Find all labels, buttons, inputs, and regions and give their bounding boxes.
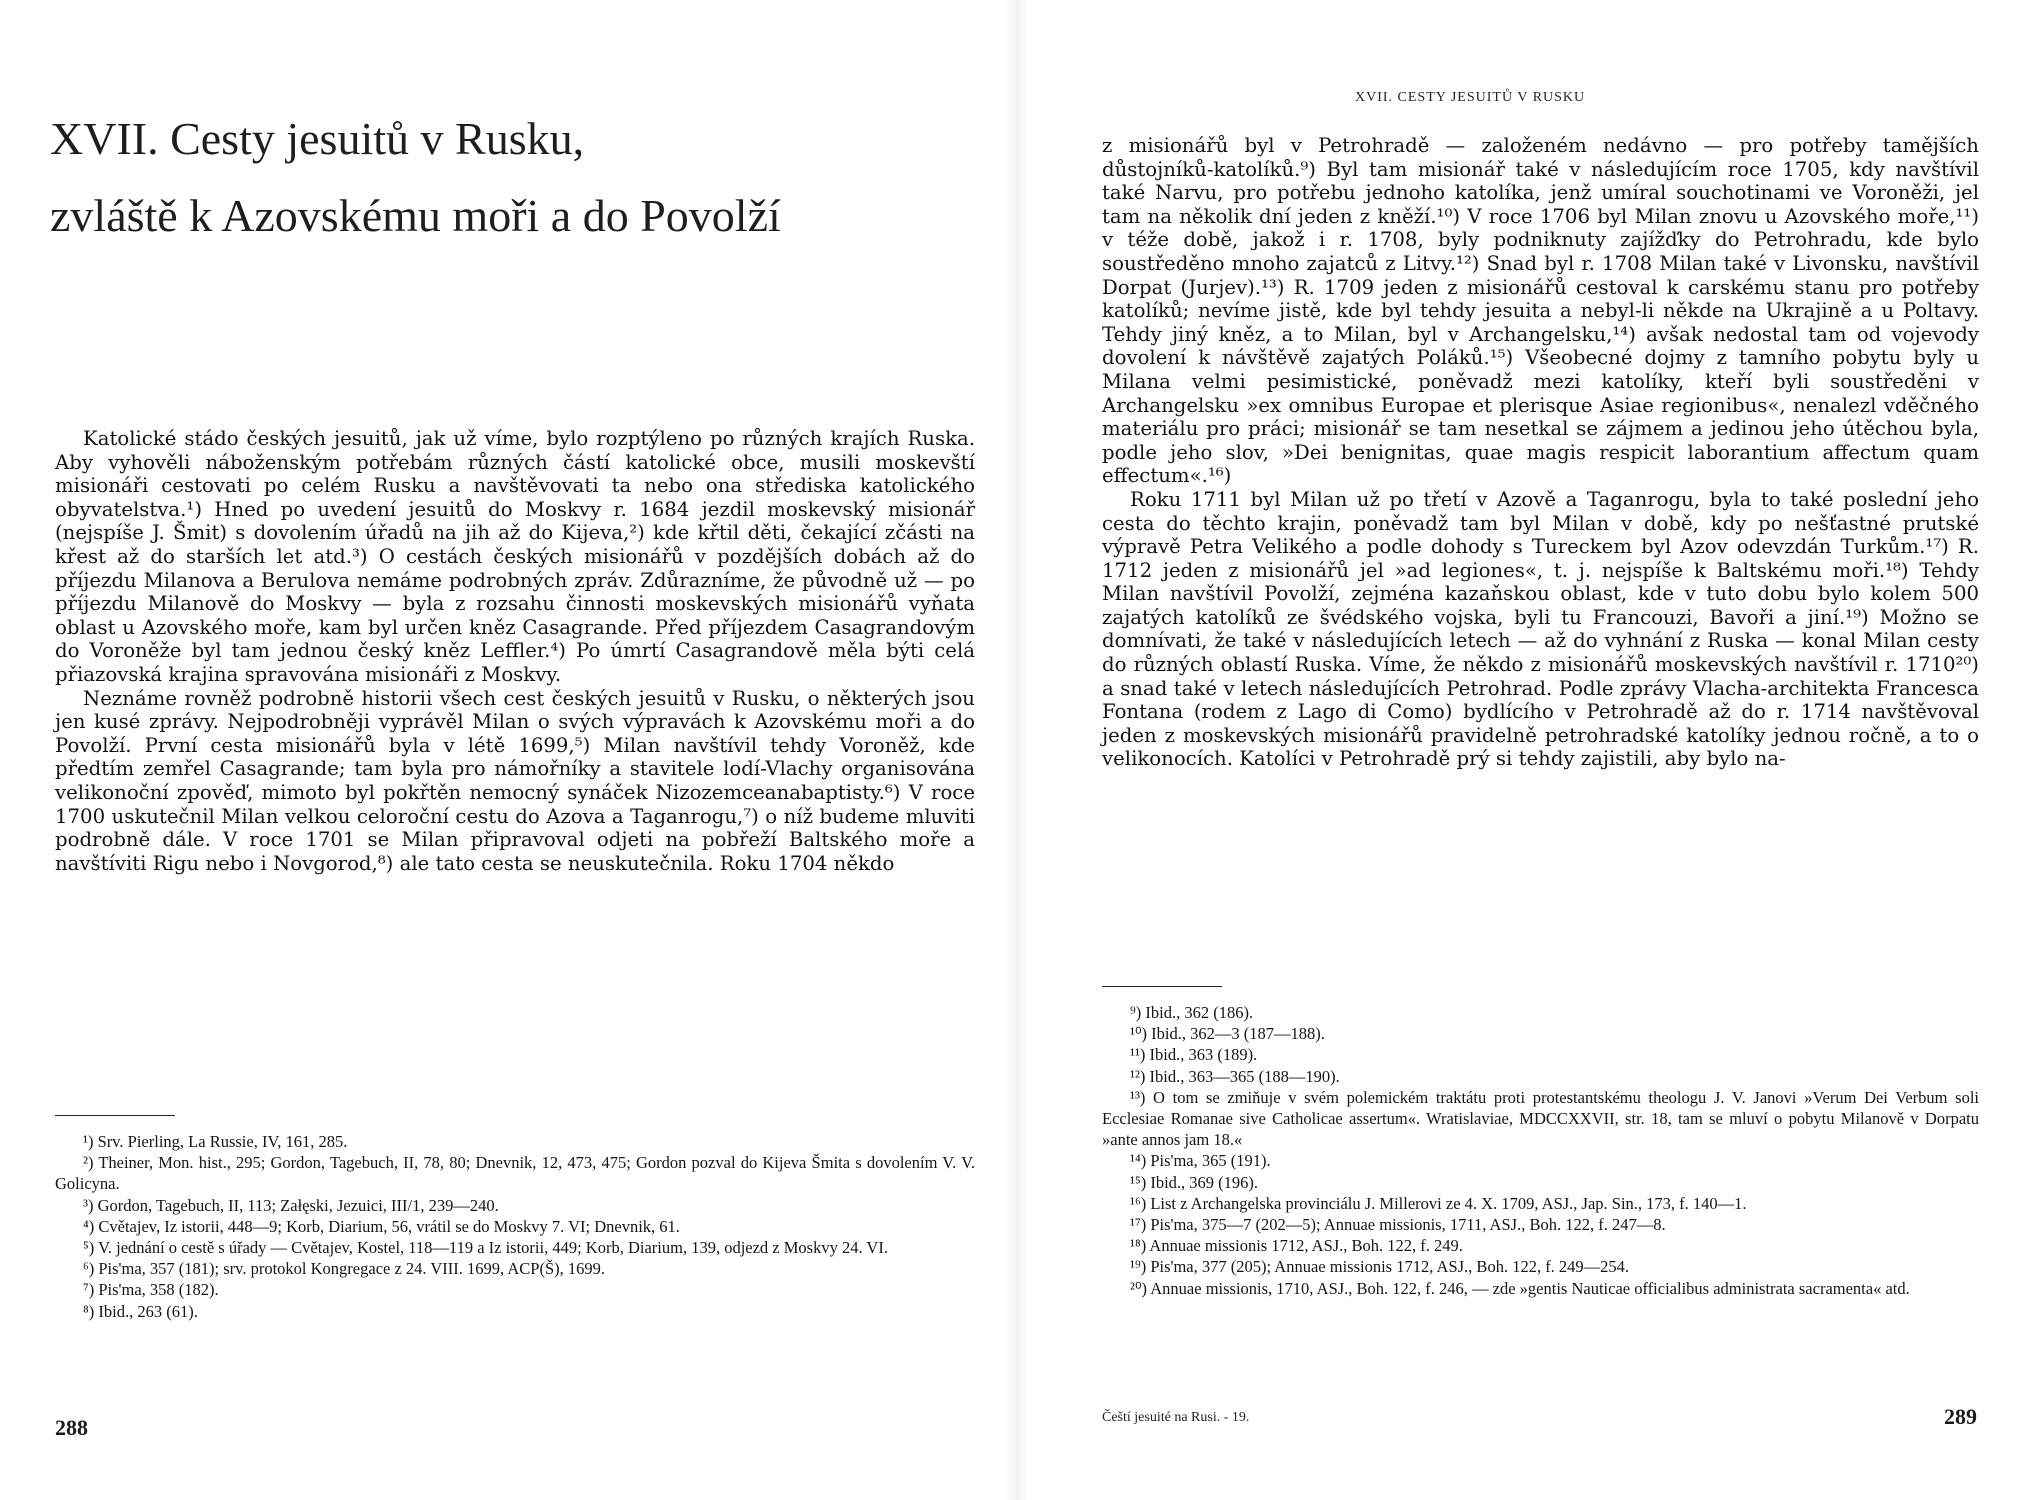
running-head: XVII. CESTY JESUITŮ V RUSKU <box>1355 90 1586 105</box>
footnote: ⁹) Ibid., 362 (186). <box>1130 1003 1254 1022</box>
footnote: ⁸) Ibid., 263 (61). <box>83 1301 198 1321</box>
footnote: ⁴) Cvětajev, Iz istorii, 448—9; Korb, Diarium, 56, vrátil se do Moskvy 7. VI; Dnevnik, 61. <box>83 1216 680 1236</box>
paragraph: Roku 1711 byl Milan už po třetí v Azově a Taganrogu, byla to také poslední jeho cesta do těchto krajin, poněvadž tam byl Milan v době, kdy po nešťastné prutské výpravě Petra Velikého a podle dohody s Tureckem byl Azov odevzdán Turkům.¹⁷) R. 1712 jeden z misionářů jel »ad legiones«, t. j. nejspíše k Baltskému moři.¹⁸) Tehdy Milan navštívil Povolží, zejména kazaňskou oblast, kde v tuto dobu bylo kolem 500 zajatých katolíků ze švédského vojska, byli tu Francouzi, Bavoři a jiní.¹⁹) Možno se domnívati, že také v následujících letech — až do vyhnání z Ruska — konal Milan cesty do různých oblastí Ruska. Víme, že někdo z misionářů moskevských navštívil r. 1710²⁰) a snad také v letech následujících Petrohrad. Podle zprávy Vlacha-architekta Francesca Fontana (rodem z Lago di Como) bydlícího v Petrohradě až do r. 1714 navštěvoval jeden z moskevských misionářů pravidelně petrohradské katolíky jednou ročně, a to o velikonocích. Katolíci v Petrohradě prý si tehdy zajistili, aby bylo na- <box>1102 487 1979 771</box>
paragraph: Neznáme rovněž podrobně historii všech cest českých jesuitů v Rusku, o některých jsou jen kusé zprávy. Nejpodrobněji vyprávěl Milan o svých výpravách k Azovskému moři a do Povolží. První cesta misionářů byla v létě 1699,⁵) Milan navštívil tehdy Voroněž, kde předtím zemřel Casagrande; tam byla pro námořníky a stavitele lodí-Vlachy organisována velikonoční zpověď, mimoto byl pokřtěn nemocný synáček Nizozemceanabaptisty.⁶) V roce 1700 uskutečnil Milan velkou celoroční cestu do Azova a Taganrogu,⁷) o níž budeme mluviti podrobně dále. V roce 1701 se Milan připravoval odjeti na pobřeží Baltského moře a navštíviti Rigu nebo i Novgorod,⁸) ale tato cesta se neuskutečnila. Roku 1704 někdo <box>55 686 975 875</box>
footnote: ¹⁷) Pis'ma, 375—7 (202—5); Annuae missionis, 1711, ASJ., Boh. 122, f. 247—8. <box>1130 1215 1666 1235</box>
paragraph: z misionářů byl v Petrohradě — založeném nedávno — pro potřeby tamějších důstojníků-katolíků.⁹) Byl tam misionář také v následujícím roce 1705, kdy navštívil také Narvu, pro potřebu jednoho katolíka, jenž umíral souchotinami ve Voroněži, jel tam na několik dní jeden z kněží.¹⁰) V roce 1706 byl Milan znovu u Azovského moře,¹¹) v téže době, jakož i r. 1708, byly podniknuty zajížďky do Petrohradu, kde bylo soustředěno mnoho zajatců z Litvy.¹²) Snad byl r. 1708 Milan také v Livonsku, navštívil Dorpat (Jurjev).¹³) R. 1709 jeden z misionářů cestoval k carskému stanu pro potřeby katolíků; nevíme jistě, kde byl tehdy jesuita a nebyl-li někde na Ukrajině a u Poltavy. Tehdy jiný kněz, a to Milan, byl v Archangelsku,¹⁴) avšak nedostal tam od vojevody dovolení k návštěvě zajatých Poláků.¹⁵) Všeobecné dojmy z tamního pobytu byly u Milana velmi pesimistické, poněvadž mezi katolíky, kteří byli soustředěni v Archangelsku »ex omnibus Europae et plerisque Asiae regionibus«, nenalezl vděčného materiálu pro práci; misionář se tam nesetkal se zájmem a jedinou jeho útěchou byla, podle jeho slov, »Dei benignitas, quae magis respicit laborantium affectum quam effectum«.¹⁶) <box>1102 134 1979 488</box>
chapter-title-line-1: XVII. Cesty jesuitů v Rusku, <box>50 113 585 164</box>
chapter-title-line-2: zvláště k Azovskému moři a do Povolží <box>50 190 781 241</box>
footnote: ²⁰) Annuae missionis, 1710, ASJ., Boh. 122, f. 246, — zde »gentis Nauticae officialibus administrata sacramenta« atd. <box>1130 1278 1910 1298</box>
left-footnotes <box>55 1131 975 1322</box>
right-footnotes <box>1102 1002 1979 1299</box>
footnote: ¹⁹) Pis'ma, 377 (205); Annuae missionis 1712, ASJ., Boh. 122, f. 249—254. <box>1130 1257 1630 1277</box>
footnote: ²) Theiner, Mon. hist., 295; Gordon, Tagebuch, II, 78, 80; Dnevnik, 12, 473, 475; Gordon pozval do Kijeva Šmita s dovolením V. V. Golicyna. <box>55 1153 975 1194</box>
printer-signature: Čeští jesuité na Rusi. - 19. <box>1102 1410 1250 1425</box>
footnote-separator <box>55 1115 175 1116</box>
footnote: ¹⁶) List z Archangelska provinciálu J. Millerovi ze 4. X. 1709, ASJ., Jap. Sin., 173, f. 140—1. <box>1130 1193 1747 1213</box>
left-body-text <box>55 427 975 875</box>
footnote: ¹²) Ibid., 363—365 (188—190). <box>1130 1066 1340 1086</box>
footnote: ¹⁰) Ibid., 362—3 (187—188). <box>1130 1024 1325 1044</box>
footnote: ¹⁵) Ibid., 369 (196). <box>1130 1172 1259 1192</box>
footnote: ¹⁴) Pis'ma, 365 (191). <box>1130 1151 1271 1171</box>
footnote: ¹) Srv. Pierling, La Russie, IV, 161, 285. <box>83 1132 348 1151</box>
chapter-title <box>50 100 950 254</box>
footnote: ¹⁸) Annuae missionis 1712, ASJ., Boh. 122, f. 249. <box>1130 1236 1463 1256</box>
footnote: ¹¹) Ibid., 363 (189). <box>1130 1045 1258 1065</box>
footnote: ⁷) Pis'ma, 358 (182). <box>83 1280 219 1300</box>
footnote: ⁵) V. jednání o cestě s úřady — Cvětajev, Kostel, 118—119 a Iz istorii, 449; Korb, Diarium, 139, odjezd z Moskvy 24. VI. <box>83 1238 888 1258</box>
footnote: ³) Gordon, Tagebuch, II, 113; Załęski, Jezuici, III/1, 239—240. <box>83 1195 499 1215</box>
footnote: ¹³) O tom se zmiňuje v svém polemickém traktátu proti protestantskému theologu J. V. Janovi »Verum Dei Verbum soli Ecclesiae Romanae sive Catholicae assertum«. Wratislaviae, MDCCXXVII, str. 18, tam se mluví o pobytu Milanově v Dorpatu »ante annos jam 18.« <box>1102 1087 1979 1150</box>
footnote: ⁶) Pis'ma, 357 (181); srv. protokol Kongregace z 24. VIII. 1699, ACP(Š), 1699. <box>83 1259 605 1279</box>
footnote-separator <box>1102 986 1222 987</box>
page-number-left: 288 <box>55 1415 88 1440</box>
page-number-right: 289 <box>1944 1404 1977 1429</box>
right-body-text <box>1102 134 1979 771</box>
paragraph: Katolické stádo českých jesuitů, jak už víme, bylo rozptýleno po různých krajích Ruska. Aby vyhověli náboženským potřebám různých částí katolické obce, musili moskevští misionáři cestovati po celém Rusku a navštěvovati ta nebo ona střediska katolického obyvatelstva.¹) Hned po uvedení jesuitů do Moskvy r. 1684 jezdil moskevský misionář (nejspíše J. Šmit) s dovolením úřadů na jih až do Kijeva,²) kde křtil děti, čekající zčásti na křest až do starších let atd.³) O cestách českých misionářů v pozdějších dobách až do příjezdu Milanova a Berulova nemáme podrobných zpráv. Zdůrazníme, že původně už — po příjezdu Milanově do Moskvy — byla z rozsahu činnosti moskevských misionářů vyňata oblast u Azovského moře, kam byl určen kněz Casagrande. Před příjezdem Casagrandovým do Voroněže byl tam jednou český kněz Leffler.⁴) Po úmrtí Casagrandově měla býti celá přiazovská krajina spravována misionáři z Moskvy. <box>55 427 975 686</box>
